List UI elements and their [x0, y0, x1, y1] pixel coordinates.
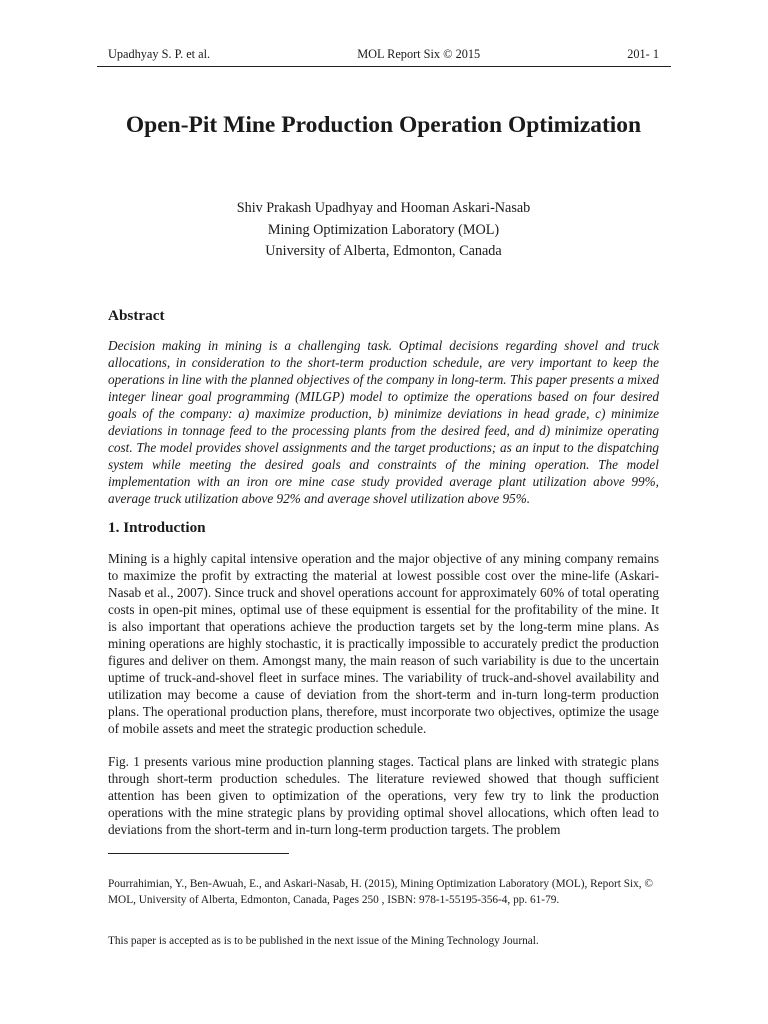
author-university: University of Alberta, Edmonton, Canada — [265, 243, 502, 259]
author-lab: Mining Optimization Laboratory (MOL) — [267, 221, 500, 238]
abstract-heading: Abstract — [108, 307, 165, 324]
author-block — [108, 198, 659, 263]
header-page-number: 201- 1 — [627, 47, 659, 61]
header-authors: Upadhyay S. P. et al. — [108, 47, 211, 61]
abstract-text: Decision making in mining is a challenging task. Optimal decisions regarding shovel and truck allocations, in consideration to the short-term production schedule, are very important to keep the operations in line with the planned objectives of the company in long-term. This paper presents a mixed integer linear goal programming (MILGP) model to optimize the operations based on four desired goals of the company: a) maximize production, b) minimize deviations in head grade, c) minimize deviations in tonnage feed to the processing plants from the desired feed, and d) minimize operating cost. The model provides shovel assignments and the target productions; as an input to the dispatching system while meeting the desired goals and constraints of the mining operation. The model implementation with an iron ore mine case study provided average plant utilization above 99%, average truck utilization above 92% and average shovel utilization above 95%. — [108, 338, 659, 506]
introduction-paragraph-1: Mining is a highly capital intensive operation and the major objective of any mining company remains to maximize the profit by extracting the material at lowest possible cost over the mine-life (Askari-Nasab et al., 2007). Since truck and shovel operations account for approximately 60% of total operating costs in open-pit mines, optimal use of these equipment is essential for the profitability of the mine. It is also important that operations achieve the production targets set by the long-term mine plans. As mining operations are highly stochastic, it is practically impossible to accurately predict the production figures and deliver on them. Amongst many, the main reason of such variability is due to the uncertain uptime of truck-and-shovel fleet in surface mines. The variability of truck-and-shovel availability and utilization may become a cause of deviation from the short-term and in-turn long-term production plans. The operational production plans, therefore, must incorporate two objectives, optimize the usage of mobile assets and meet the strategic production schedule. — [108, 551, 659, 736]
paper-title: Open-Pit Mine Production Operation Optimization — [125, 112, 642, 138]
author-names: Shiv Prakash Upadhyay and Hooman Askari-Nasab — [236, 200, 531, 216]
footnote-rule — [108, 853, 289, 854]
introduction-paragraph-2: Fig. 1 presents various mine production planning stages. Tactical plans are linked with strategic plans through short-term production schedules. The literature reviewed showed that though sufficient attention has been given to optimization of the operations, very few try to link the production operations with the mine strategic plans by providing optimal shovel allocations, which often lead to deviations from the short-term and in-turn long-term production targets. The problem — [108, 754, 659, 837]
header-report: MOL Report Six © 2015 — [357, 47, 481, 61]
running-header — [108, 47, 659, 61]
footnote-citation: Pourrahimian, Y., Ben-Awuah, E., and Askari-Nasab, H. (2015), Mining Optimization Laboratory (MOL), Report Six, © MOL, University of Alberta, Edmonton, Canada, Pages 250 , ISBN: 978-1-55195-356-4, pp. 61-79. — [108, 878, 653, 906]
introduction-heading: 1. Introduction — [108, 519, 206, 536]
header-rule — [97, 66, 671, 67]
footnote-acceptance-note: This paper is accepted as is to be published in the next issue of the Mining Technology Journal. — [108, 935, 539, 947]
